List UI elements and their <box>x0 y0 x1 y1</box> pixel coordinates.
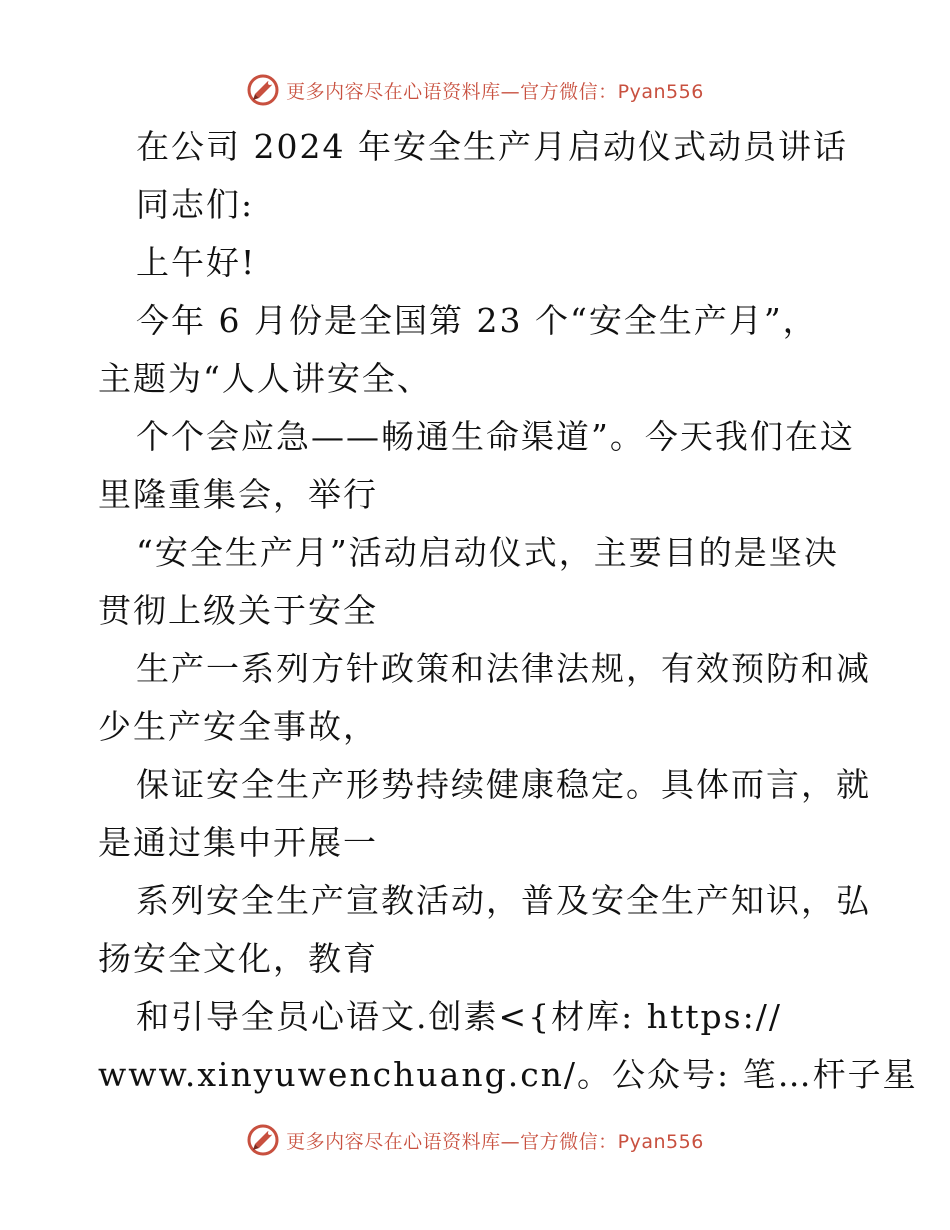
text-line: 里隆重集会，举行 <box>98 475 378 514</box>
text-line: 贯彻上级关于安全 <box>98 591 378 630</box>
text-line: 扬安全文化，教育 <box>98 939 378 978</box>
header-banner <box>0 68 950 112</box>
text-line: www.xinyuwenchuang.cn/。公众号: 笔…杆子星 <box>98 1055 918 1094</box>
greeting: 上午好! <box>136 243 257 282</box>
text-line: 个个会应急——畅通生命渠道”。今天我们在这 <box>136 417 855 456</box>
document-title: 在公司 2024 年安全生产月启动仪式动员讲话 <box>136 127 848 166</box>
salutation: 同志们: <box>136 185 255 224</box>
text-line: 今年 6 月份是全国第 23 个“安全生产月”， <box>136 301 818 340</box>
footer-banner-text: 更多内容尽在心语资料库—官方微信：Pyan556 <box>286 1130 704 1153</box>
text-line: 主题为“人人讲安全、 <box>98 359 432 398</box>
text-line: 保证安全生产形势持续健康稳定。具体而言，就 <box>136 765 871 804</box>
text-line: “安全生产月”活动启动仪式，主要目的是坚决 <box>136 533 839 572</box>
text-line: 是通过集中开展一 <box>98 823 378 862</box>
text-line: 系列安全生产宣教活动，普及安全生产知识，弘 <box>136 881 871 920</box>
header-banner-text: 更多内容尽在心语资料库—官方微信：Pyan556 <box>286 80 704 103</box>
text-line: 生产一系列方针政策和法律法规，有效预防和减 <box>136 649 871 688</box>
brand-logo-icon <box>246 1123 280 1157</box>
text-line: 少生产安全事故， <box>98 707 378 746</box>
text-line: 和引导全员心语文.创素<{材库: https:// <box>136 997 782 1036</box>
footer-banner <box>0 1118 950 1162</box>
brand-logo-icon <box>246 73 280 107</box>
document-body <box>98 118 918 1104</box>
